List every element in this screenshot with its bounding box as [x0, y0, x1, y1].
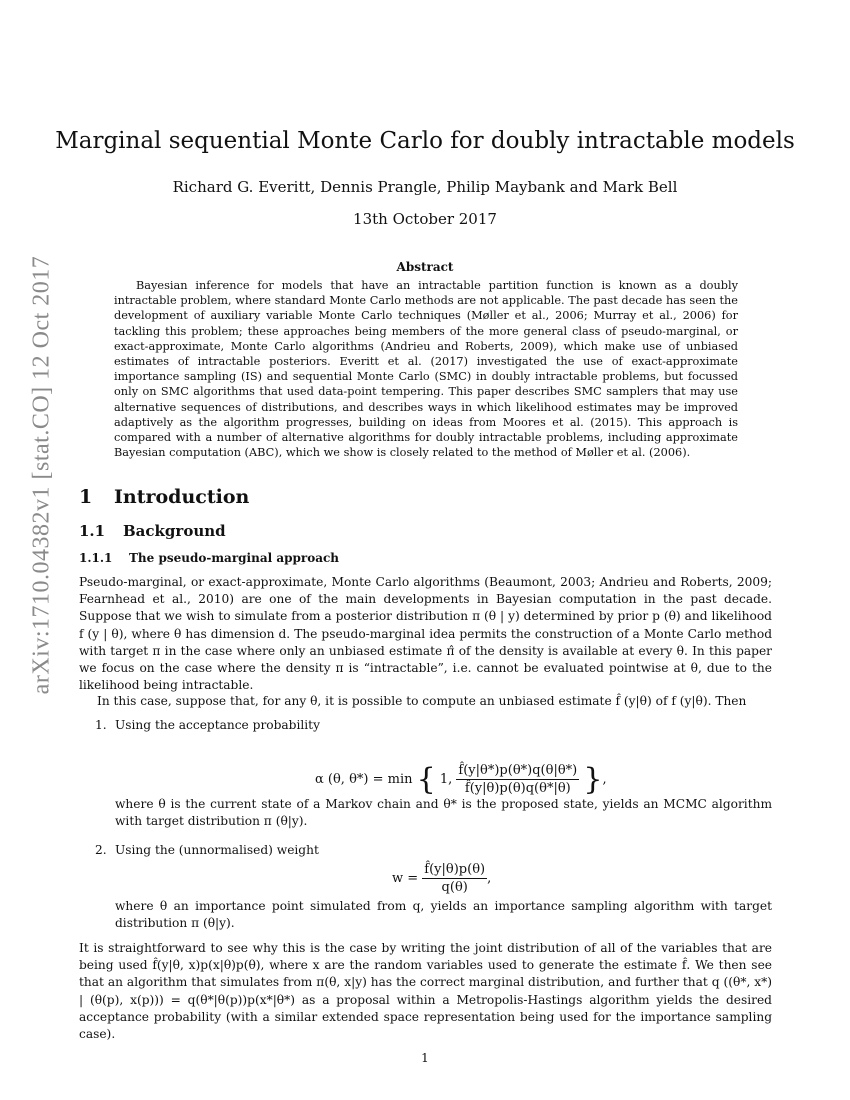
left-brace: {	[416, 762, 436, 797]
authors: Richard G. Everitt, Dennis Prangle, Philip Maybank and Mark Bell	[172, 178, 678, 196]
list-item-number: 2.	[95, 843, 107, 857]
date: 13th October 2017	[353, 210, 497, 228]
equation-numerator: f̂(y|θ)p(θ)	[424, 862, 486, 877]
list-item-text: Using the acceptance probability	[115, 718, 320, 732]
paragraph-unbiased-estimate: In this case, suppose that, for any θ, it is possible to compute an unbiased estimate f̂ (y|θ) of f (y|θ). Then	[97, 694, 747, 708]
page-number: 1	[421, 1051, 429, 1065]
list-item-text: Using the (unnormalised) weight	[115, 843, 319, 857]
equation-end: ,	[487, 871, 492, 886]
section-title: Introduction	[114, 486, 250, 508]
section-number: 1	[79, 486, 93, 508]
paper-title: Marginal sequential Monte Carlo for doubly intractable models	[55, 128, 795, 154]
equation-fraction	[456, 763, 579, 796]
paragraph-joint-distribution: It is straightforward to see why this is the case by writing the joint distribution of all of the variables that are being used f̂(y|θ, x)p(x|θ)p(θ), where x are the random variables used to generate the estimate f̂. We then see that an algorithm that simulates from π(θ, x|y) has the correct marginal distribution, and further that q ((θ*, x*) | (θ(p), x(p))) = q(θ*|θ(p))p(x*|θ*) as a proposal within a Metropolis-Hastings algorithm yields the desired acceptance probability (with a similar extended space representation being used for the importance sampling case).	[79, 941, 772, 1042]
abstract-text: Bayesian inference for models that have an intractable partition function is known as a doubly intractable problem, where standard Monte Carlo methods are not applicable. The past decade has seen the development of auxiliary variable Monte Carlo techniques (Møller et al., 2006; Murray et al., 2006) for tackling this problem; these approaches being members of the more general class of pseudo-marginal, or exact-approximate, Monte Carlo algorithms (Andrieu and Roberts, 2009), which make use of unbiased estimates of intractable posteriors. Everitt et al. (2017) investigated the use of exact-approximate importance sampling (IS) and sequential Monte Carlo (SMC) in doubly intractable problems, but focussed only on SMC algorithms that used data-point tempering. This paper describes SMC samplers that may use alternative sequences of distributions, and describes ways in which likelihood estimates may be improved adaptively as the algorithm progresses, building on ideas from Moores et al. (2015). This approach is compared with a number of alternative algorithms for doubly intractable problems, including approximate Bayesian computation (ABC), which we show is closely related to the method of Møller et al. (2006).	[114, 279, 738, 460]
section-heading	[79, 486, 249, 508]
subsection-heading	[79, 522, 226, 540]
equation-end: ,	[602, 772, 607, 787]
list-item-after-text: where θ is the current state of a Markov chain and θ* is the proposed state, yields an MCMC algorithm with target distribution π (θ|y).	[115, 797, 772, 829]
subsection-number: 1.1	[79, 522, 106, 540]
equation-lhs: w =	[392, 871, 419, 886]
acceptance-probability-equation	[315, 762, 607, 797]
subsubsection-heading	[79, 551, 339, 565]
equation-lhs: α (θ, θ*) = min	[315, 772, 413, 787]
equation-one: 1,	[439, 772, 453, 787]
right-brace: }	[583, 762, 603, 797]
equation-fraction	[422, 862, 487, 895]
equation-denominator: f̂(y|θ)p(θ)q(θ*|θ)	[464, 781, 571, 796]
list-item-number: 1.	[95, 718, 107, 732]
subsubsection-number: 1.1.1	[79, 551, 113, 565]
equation-numerator: f̂(y|θ*)p(θ*)q(θ|θ*)	[458, 763, 578, 778]
paragraph-pseudo-marginal: Pseudo-marginal, or exact-approximate, Monte Carlo algorithms (Beaumont, 2003; Andrieu and Roberts, 2009; Fearnhead et al., 2010) are one of the main developments in Bayesian computation in the past decade. Suppose that we wish to simulate from a posterior distribution π (θ | y) determined by prior p (θ) and likelihood f (y | θ), where θ has dimension d. The pseudo-marginal idea permits the construction of a Monte Carlo method with target π in the case where only an unbiased estimate π̂ of the density is available at every θ. In this paper we focus on the case where the density π is “intractable”, i.e. cannot be evaluated pointwise at θ, due to the likelihood being intractable.	[79, 575, 772, 693]
weight-equation	[392, 862, 491, 895]
subsubsection-title: The pseudo-marginal approach	[129, 551, 340, 565]
arxiv-stamp: arXiv:1710.04382v1 [stat.CO] 12 Oct 2017	[28, 255, 55, 695]
subsection-title: Background	[123, 522, 226, 540]
abstract-heading: Abstract	[396, 260, 454, 274]
list-item-after-text: where θ an importance point simulated from q, yields an importance sampling algorithm with target distribution π (θ|y).	[115, 899, 772, 931]
equation-denominator: q(θ)	[441, 880, 468, 895]
